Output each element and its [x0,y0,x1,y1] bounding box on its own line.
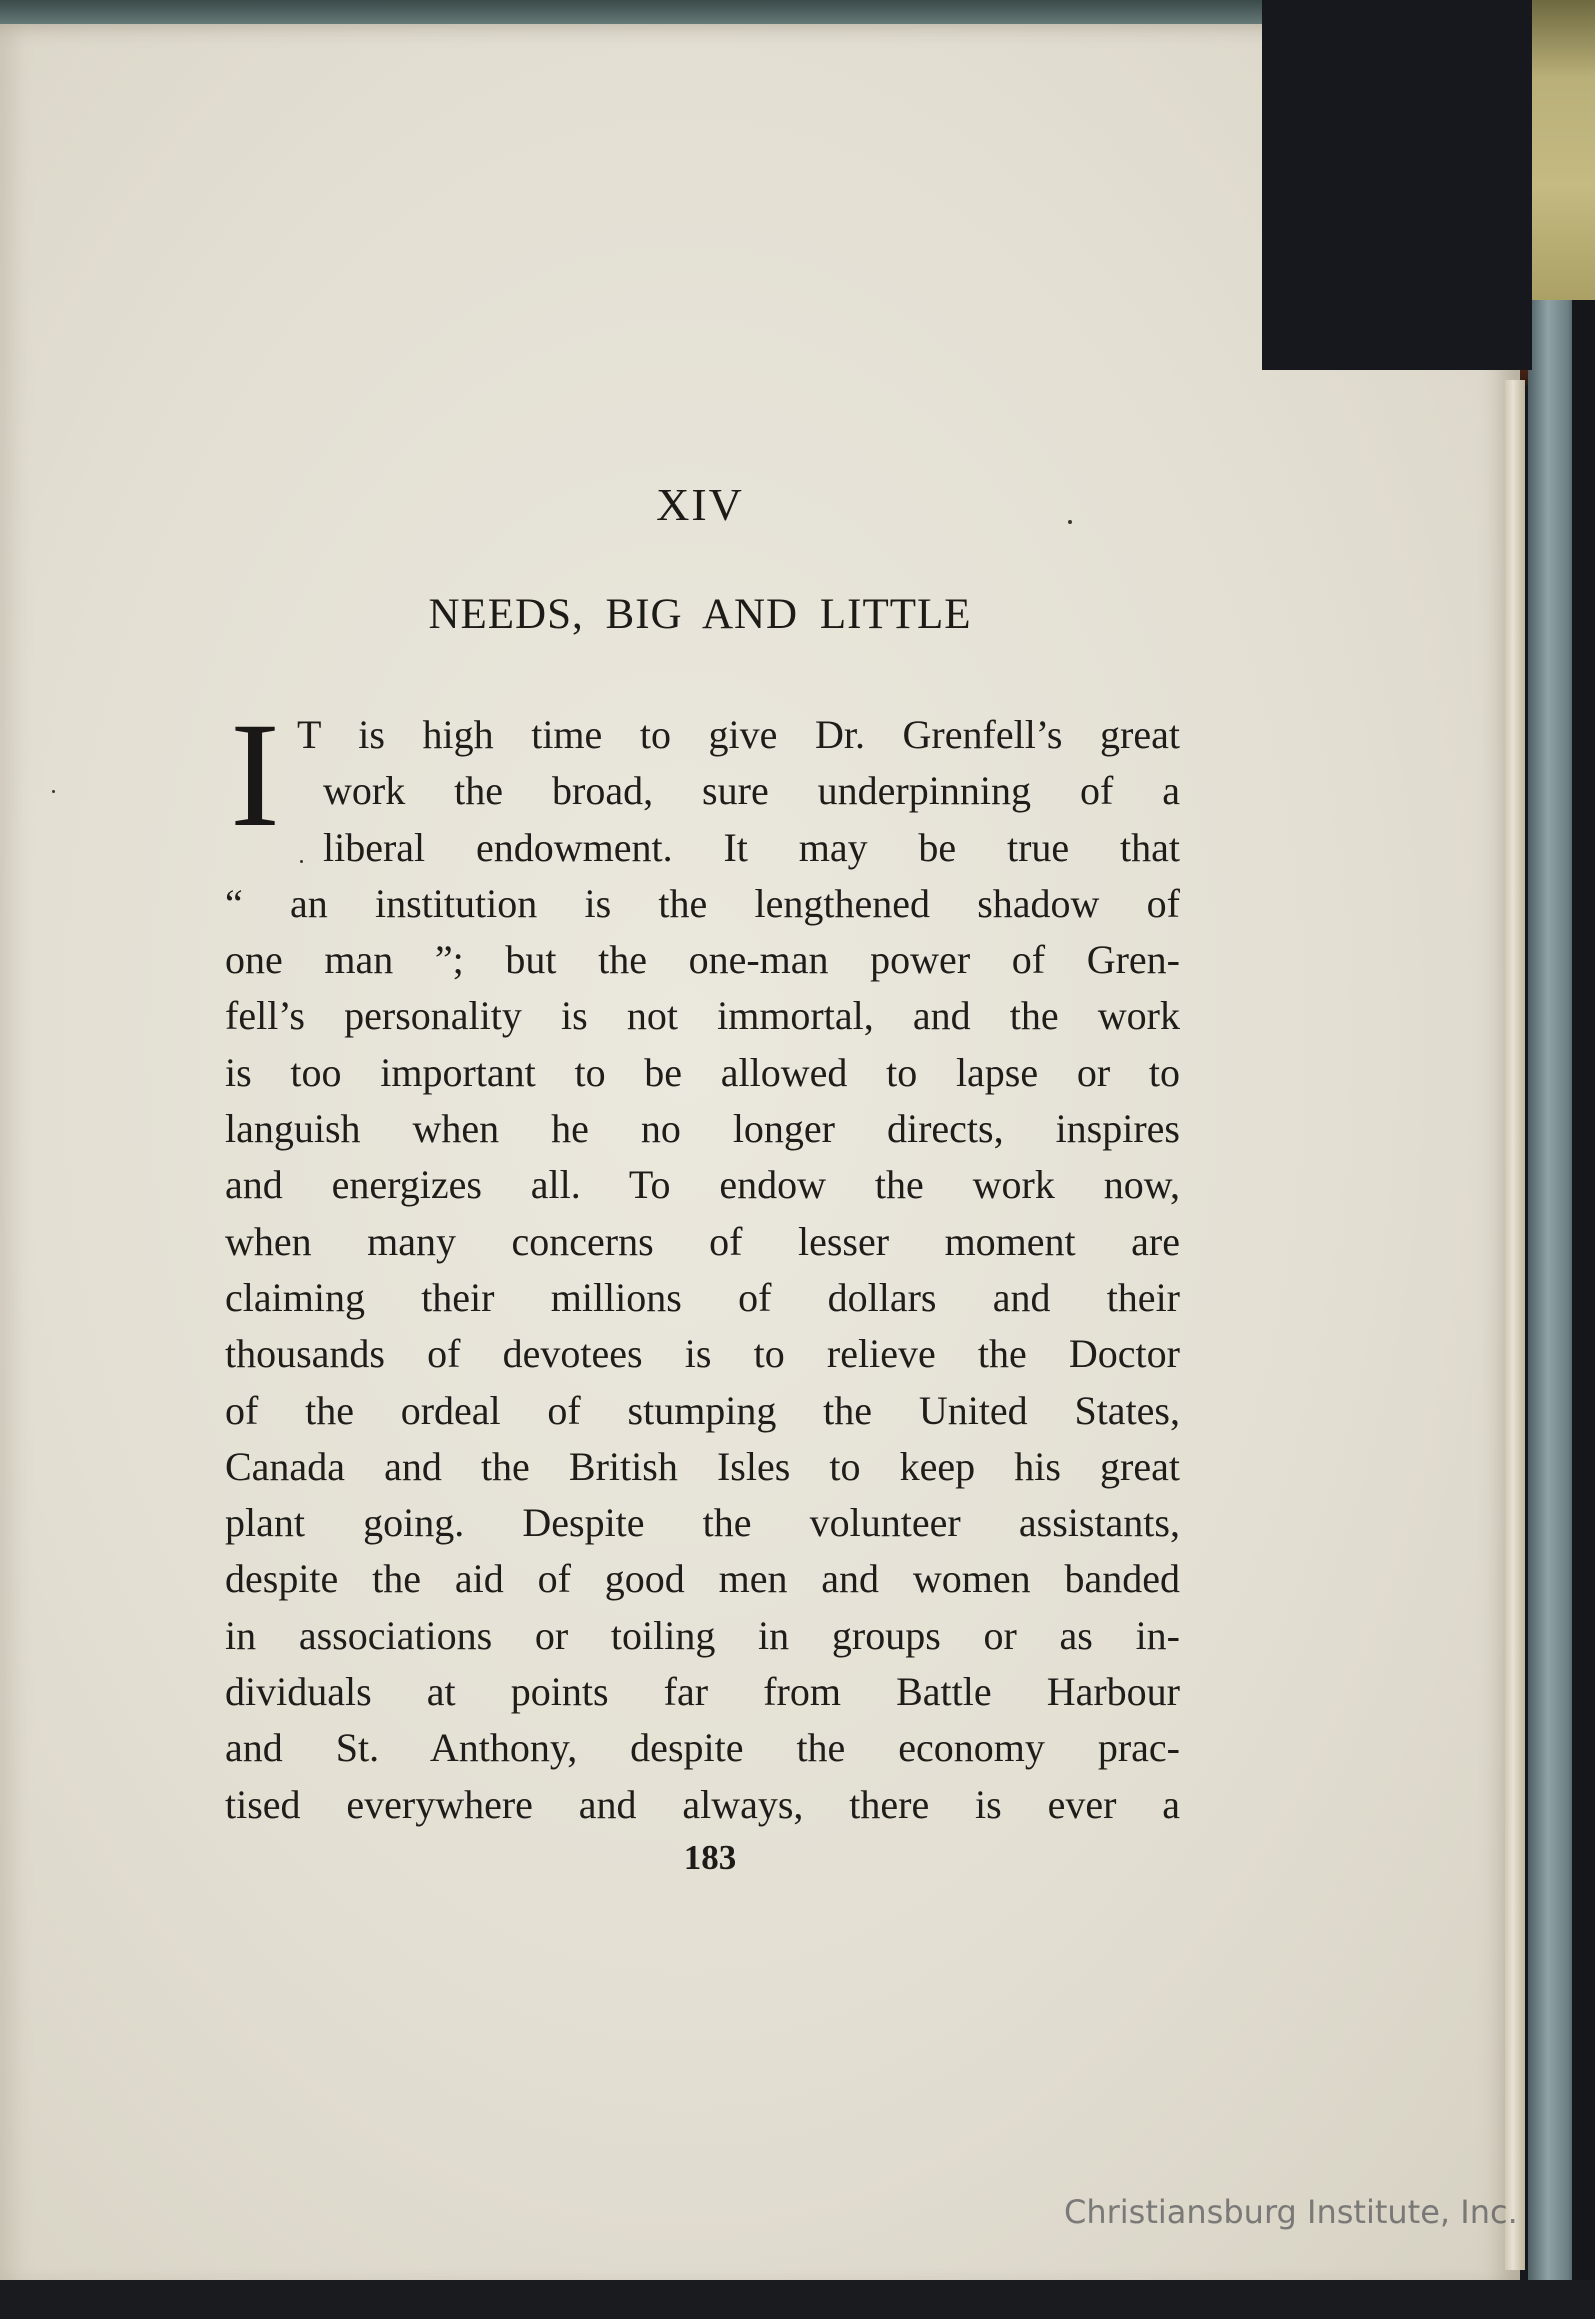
text-line: T is high time to give Dr. Grenfell’s great [297,712,1180,757]
text-line: plant going. Despite the volunteer assistants, [225,1500,1180,1546]
chapter-number: XIV [656,479,744,530]
bottom-shadow [0,2280,1595,2319]
background-right [1572,300,1595,2319]
text-line: despite the aid of good men and women banded [225,1556,1180,1602]
page-stack-edge [1505,380,1525,2270]
text-line: dividuals at points far from Battle Harbour [225,1669,1180,1715]
text-line: “ an institution is the lengthened shadow of [225,880,1180,926]
drop-cap: I [230,692,280,858]
text-line: Canada and the British Isles to keep his great [225,1443,1180,1489]
text-line: languish when he no longer directs, inspires [225,1106,1180,1152]
text-line: tised everywhere and always, there is ever a [225,1781,1180,1827]
text-line: is too important to be allowed to lapse or to [225,1049,1180,1095]
text-line: one man ”; but the one-man power of Gren- [225,937,1180,983]
text-line: when many concerns of lesser moment are [225,1218,1180,1264]
text-line: thousands of devotees is to relieve the Doctor [225,1331,1180,1377]
text-line: in associations or toiling in groups or as in- [225,1612,1180,1658]
text-line: liberal endowment. It may be true that [323,824,1180,870]
text-line: fell’s personality is not immortal, and the work [225,993,1180,1039]
page-number: 183 [683,1838,737,1877]
paper-speck [52,790,55,793]
chapter-title: NEEDS, BIG AND LITTLE [428,591,972,638]
text-line: of the ordeal of stumping the United States, [225,1387,1180,1433]
watermark: Christiansburg Institute, Inc. [1064,2193,1518,2231]
page-corner-cutout [1262,0,1532,370]
text-line: and St. Anthony, despite the economy prac- [225,1725,1180,1771]
text-line: and energizes all. To endow the work now, [225,1162,1180,1208]
text-line: claiming their millions of dollars and their [225,1274,1180,1320]
body-paragraph [225,692,1180,1833]
book-cover-right-edge [1528,300,1578,2280]
text-line: work the broad, sure underpinning of a [323,768,1180,814]
